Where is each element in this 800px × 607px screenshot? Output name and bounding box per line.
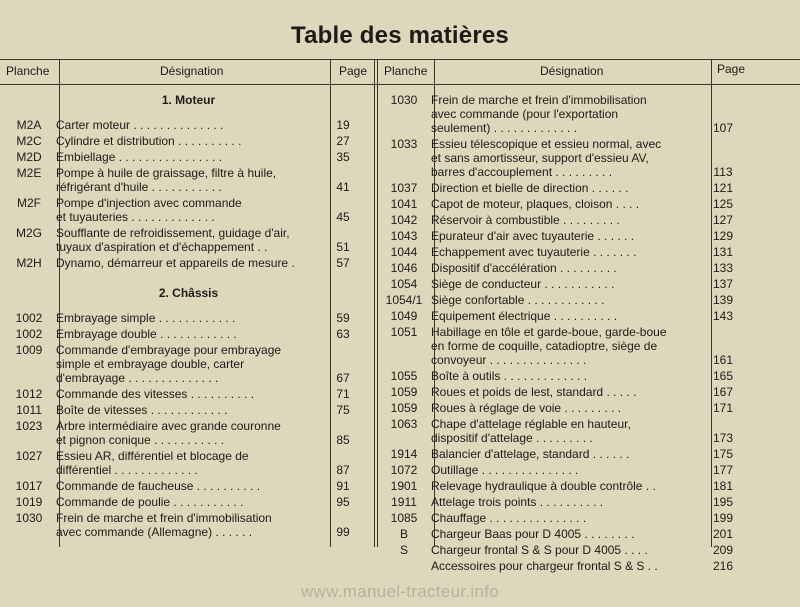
entry-designation: Balancier d'attelage, standard . . . . . . bbox=[431, 447, 630, 461]
entry-planche: S bbox=[399, 543, 408, 557]
entry-page: 133 bbox=[712, 261, 734, 275]
header-bottom-rule bbox=[0, 84, 800, 85]
toc-entry bbox=[377, 213, 745, 227]
entry-designation: Siège de conducteur . . . . . . . . . . . bbox=[431, 277, 615, 291]
entry-designation: Carter moteur . . . . . . . . . . . . . . bbox=[56, 118, 224, 132]
toc-entry bbox=[377, 385, 745, 399]
toc-entry bbox=[377, 137, 745, 179]
entry-page: 71 bbox=[336, 387, 350, 401]
toc-entry bbox=[377, 93, 745, 135]
entry-page: 35 bbox=[336, 150, 350, 164]
entry-designation: Relevage hydraulique à double contrôle . . bbox=[431, 479, 656, 493]
entry-designation: Siège confortable . . . . . . . . . . . . bbox=[431, 293, 605, 307]
entry-page bbox=[701, 339, 745, 353]
entry-page: 19 bbox=[336, 118, 350, 132]
entry-planche: 1046 bbox=[390, 261, 418, 275]
entry-designation: Frein de marche et frein d'immobilisation bbox=[56, 511, 272, 525]
toc-entry bbox=[377, 559, 745, 573]
toc-entry bbox=[2, 226, 365, 254]
toc-entry bbox=[377, 417, 745, 445]
entry-planche bbox=[377, 165, 431, 179]
entry-designation: en forme de coquille, catadioptre, siège de bbox=[431, 339, 658, 353]
entry-page: 95 bbox=[336, 495, 350, 509]
entry-planche: M2E bbox=[16, 166, 42, 180]
header-designation-left: Désignation bbox=[160, 64, 224, 78]
column-divider bbox=[374, 59, 375, 547]
toc-entry bbox=[377, 463, 745, 477]
entry-planche: 1019 bbox=[15, 495, 43, 509]
toc-entry bbox=[2, 118, 365, 132]
entry-planche bbox=[377, 559, 431, 573]
entry-designation: Réservoir à combustible . . . . . . . . . bbox=[431, 213, 620, 227]
entry-page bbox=[701, 325, 745, 339]
entry-designation: Cylindre et distribution . . . . . . . . . . bbox=[56, 134, 242, 148]
toc-entry bbox=[2, 327, 365, 341]
entry-designation: Arbre intermédiaire avec grande couronne bbox=[56, 419, 281, 433]
section-heading bbox=[2, 286, 321, 300]
entry-page: 167 bbox=[712, 385, 734, 399]
entry-page bbox=[321, 343, 365, 357]
entry-designation: d'embrayage . . . . . . . . . . . . . . bbox=[56, 371, 219, 385]
header-planche-left: Planche bbox=[6, 64, 50, 78]
entry-planche: 1059 bbox=[390, 401, 418, 415]
entry-planche: 1051 bbox=[390, 325, 418, 339]
entry-planche: 1049 bbox=[390, 309, 418, 323]
entry-page: 41 bbox=[336, 180, 350, 194]
entry-designation: Commande des vitesses . . . . . . . . . . bbox=[56, 387, 255, 401]
entry-planche: M2G bbox=[15, 226, 42, 240]
toc-entry bbox=[2, 419, 365, 447]
entry-page: 139 bbox=[712, 293, 734, 307]
toc-entry bbox=[2, 387, 365, 401]
entry-planche: 1055 bbox=[390, 369, 418, 383]
entry-designation: Essieu AR, différentiel et blocage de bbox=[56, 449, 249, 463]
entry-designation: réfrigérant d'huile . . . . . . . . . . . bbox=[56, 180, 222, 194]
entry-planche: 1043 bbox=[390, 229, 418, 243]
entry-planche: M2C bbox=[16, 134, 42, 148]
entry-page bbox=[701, 417, 745, 431]
entry-designation: tuyaux d'aspiration et d'échappement . . bbox=[56, 240, 268, 254]
entry-page: 51 bbox=[336, 240, 350, 254]
entry-planche: 1030 bbox=[390, 93, 418, 107]
entry-planche bbox=[2, 210, 56, 224]
toc-entry bbox=[377, 447, 745, 461]
entry-page bbox=[321, 226, 365, 240]
entry-page bbox=[321, 357, 365, 371]
entry-designation: Dynamo, démarreur et appareils de mesure . bbox=[56, 256, 295, 270]
entry-planche bbox=[2, 180, 56, 194]
toc-entry bbox=[2, 449, 365, 477]
header-page-right: Page bbox=[717, 62, 746, 76]
entry-designation: Commande d'embrayage pour embrayage bbox=[56, 343, 282, 357]
page-title: Table des matières bbox=[291, 22, 509, 49]
entry-designation: seulement) . . . . . . . . . . . . . bbox=[431, 121, 578, 135]
entry-page: 57 bbox=[336, 256, 350, 270]
entry-planche: M2F bbox=[17, 196, 41, 210]
entry-page: 131 bbox=[712, 245, 734, 259]
entry-designation: Habillage en tôle et garde-boue, garde-boue bbox=[431, 325, 667, 339]
header-planche-right: Planche bbox=[384, 64, 428, 78]
entry-page bbox=[321, 196, 365, 210]
watermark: www.manuel-tracteur.info bbox=[300, 582, 500, 601]
entry-planche bbox=[2, 433, 56, 447]
entry-designation: Capot de moteur, plaques, cloison . . . . bbox=[431, 197, 640, 211]
entry-designation: Pompe d'injection avec commande bbox=[56, 196, 242, 210]
toc-entry bbox=[377, 277, 745, 291]
entry-page: 216 bbox=[712, 559, 734, 573]
toc-entry bbox=[377, 369, 745, 383]
entry-page: 209 bbox=[712, 543, 734, 557]
entry-planche: B bbox=[399, 527, 408, 541]
entry-designation: Epurateur d'air avec tuyauterie . . . . . . bbox=[431, 229, 635, 243]
toc-entry bbox=[377, 181, 745, 195]
entry-page: 59 bbox=[336, 311, 350, 325]
entry-planche: 1085 bbox=[390, 511, 418, 525]
entry-page: 181 bbox=[712, 479, 734, 493]
entry-planche: 1002 bbox=[15, 311, 43, 325]
entry-planche: 1002 bbox=[15, 327, 43, 341]
entry-planche: 1027 bbox=[15, 449, 43, 463]
toc-entry bbox=[2, 166, 365, 194]
entry-planche bbox=[2, 240, 56, 254]
entry-planche: M2D bbox=[16, 150, 42, 164]
entry-planche bbox=[2, 525, 56, 539]
entry-planche: 1012 bbox=[15, 387, 43, 401]
entry-planche bbox=[2, 371, 56, 385]
entry-page: 113 bbox=[713, 165, 733, 179]
toc-entry bbox=[377, 197, 745, 211]
entry-planche: 1011 bbox=[16, 403, 42, 417]
entry-designation: et tuyauteries . . . . . . . . . . . . . bbox=[56, 210, 215, 224]
entry-designation: Pompe à huile de graissage, filtre à huile, bbox=[56, 166, 277, 180]
entry-page: 127 bbox=[712, 213, 734, 227]
entry-planche: 1042 bbox=[390, 213, 418, 227]
entry-page bbox=[321, 449, 365, 463]
entry-planche: 1054 bbox=[390, 277, 418, 291]
toc-entry bbox=[377, 229, 745, 243]
toc-entry bbox=[377, 511, 745, 525]
toc-entry bbox=[377, 309, 745, 323]
entry-page: 165 bbox=[712, 369, 734, 383]
entry-designation: et sans amortisseur, support d'essieu AV, bbox=[431, 151, 649, 165]
entry-designation: et pignon conique . . . . . . . . . . . bbox=[56, 433, 225, 447]
entry-page: 171 bbox=[712, 401, 734, 415]
entry-designation: Commande de faucheuse . . . . . . . . . . bbox=[56, 479, 261, 493]
entry-designation: convoyeur . . . . . . . . . . . . . . . bbox=[431, 353, 587, 367]
entry-page: 107 bbox=[712, 121, 734, 135]
entry-designation: Essieu télescopique et essieu normal, avec bbox=[431, 137, 662, 151]
header-page-left: Page bbox=[339, 64, 368, 78]
entry-planche: 1059 bbox=[390, 385, 418, 399]
toc-entry bbox=[377, 495, 745, 509]
entry-planche bbox=[377, 353, 431, 367]
entry-designation: Chape d'attelage réglable en hauteur, bbox=[431, 417, 631, 431]
entry-page: 125 bbox=[712, 197, 734, 211]
entry-planche: M2H bbox=[16, 256, 42, 270]
entry-page: 161 bbox=[712, 353, 734, 367]
entry-page: 87 bbox=[336, 463, 350, 477]
entry-page: 45 bbox=[336, 210, 350, 224]
section-title: 1. Moteur bbox=[161, 93, 216, 107]
toc-entry bbox=[2, 150, 365, 164]
entry-designation: Chargeur frontal S & S pour D 4005 . . . . bbox=[431, 543, 648, 557]
toc-entry bbox=[2, 403, 365, 417]
entry-designation: avec commande (pour l'exportation bbox=[431, 107, 619, 121]
entry-planche bbox=[377, 339, 431, 353]
entry-planche: 1033 bbox=[390, 137, 418, 151]
entry-page bbox=[701, 137, 745, 151]
entry-designation: Outillage . . . . . . . . . . . . . . . bbox=[431, 463, 579, 477]
entry-planche: 1901 bbox=[390, 479, 418, 493]
entry-designation: Equipement électrique . . . . . . . . . . bbox=[431, 309, 618, 323]
toc-entry bbox=[2, 511, 365, 539]
entry-planche: 1072 bbox=[390, 463, 418, 477]
entry-designation: Roues à réglage de voie . . . . . . . . . bbox=[431, 401, 622, 415]
entry-designation: Frein de marche et frein d'immobilisation bbox=[431, 93, 647, 107]
entry-planche: 1009 bbox=[15, 343, 43, 357]
entry-designation: Dispositif d'accélération . . . . . . . . . bbox=[431, 261, 617, 275]
toc-entry bbox=[2, 134, 365, 148]
entry-planche: 1030 bbox=[15, 511, 43, 525]
toc-entry bbox=[2, 311, 365, 325]
entry-page: 91 bbox=[336, 479, 350, 493]
entry-page: 199 bbox=[712, 511, 734, 525]
entry-planche: 1037 bbox=[390, 181, 418, 195]
entry-designation: Chauffage . . . . . . . . . . . . . . . bbox=[431, 511, 587, 525]
entry-designation: dispositif d'attelage . . . . . . . . . bbox=[431, 431, 593, 445]
toc-entry bbox=[377, 245, 745, 259]
header-top-rule bbox=[0, 59, 800, 60]
entry-page bbox=[321, 166, 365, 180]
entry-planche bbox=[377, 151, 431, 165]
entry-designation: Roues et poids de lest, standard . . . . . bbox=[431, 385, 637, 399]
entry-page bbox=[701, 93, 745, 107]
toc-entry bbox=[377, 401, 745, 415]
entry-planche: 1044 bbox=[390, 245, 418, 259]
entry-page: 177 bbox=[712, 463, 734, 477]
entry-page bbox=[321, 511, 365, 525]
toc-entry bbox=[2, 479, 365, 493]
entry-page: 173 bbox=[712, 431, 734, 445]
entry-page: 129 bbox=[712, 229, 734, 243]
entry-page: 201 bbox=[712, 527, 734, 541]
section-title: 2. Châssis bbox=[158, 286, 219, 300]
toc-entry bbox=[377, 325, 745, 367]
toc-entry bbox=[377, 293, 745, 307]
toc-entry bbox=[377, 479, 745, 493]
toc-entry bbox=[2, 495, 365, 509]
entry-designation: Direction et bielle de direction . . . . . . bbox=[431, 181, 629, 195]
entry-planche: 1911 bbox=[391, 495, 417, 509]
entry-designation: Chargeur Baas pour D 4005 . . . . . . . . bbox=[431, 527, 635, 541]
entry-page: 67 bbox=[336, 371, 350, 385]
toc-entry bbox=[2, 256, 365, 270]
entry-page: 137 bbox=[712, 277, 734, 291]
entry-designation: Commande de poulie . . . . . . . . . . . bbox=[56, 495, 244, 509]
entry-designation: Accessoires pour chargeur frontal S & S . . bbox=[431, 559, 658, 573]
toc-entry bbox=[377, 543, 745, 557]
toc-entry bbox=[2, 343, 365, 385]
entry-planche: 1023 bbox=[15, 419, 43, 433]
entry-planche: 1054/1 bbox=[385, 293, 423, 307]
entry-designation: barres d'accouplement . . . . . . . . . bbox=[431, 165, 613, 179]
entry-page: 143 bbox=[712, 309, 734, 323]
toc-entry bbox=[2, 196, 365, 224]
entry-page: 99 bbox=[336, 525, 350, 539]
entry-planche bbox=[377, 121, 431, 135]
entry-planche bbox=[377, 431, 431, 445]
entry-page bbox=[321, 419, 365, 433]
entry-page: 195 bbox=[712, 495, 734, 509]
entry-designation: Echappement avec tuyauterie . . . . . . . bbox=[431, 245, 637, 259]
entry-page: 63 bbox=[336, 327, 350, 341]
entry-planche bbox=[377, 107, 431, 121]
entry-planche: 1017 bbox=[15, 479, 43, 493]
entry-designation: simple et embrayage double, carter bbox=[56, 357, 245, 371]
entry-planche bbox=[2, 357, 56, 371]
entry-planche: 1914 bbox=[390, 447, 418, 461]
section-heading bbox=[2, 93, 321, 107]
entry-page: 175 bbox=[712, 447, 734, 461]
entry-designation: Boîte à outils . . . . . . . . . . . . . bbox=[431, 369, 588, 383]
header-designation-right: Désignation bbox=[540, 64, 604, 78]
entry-planche: M2A bbox=[16, 118, 42, 132]
entry-designation: Attelage trois points . . . . . . . . . . bbox=[431, 495, 604, 509]
entry-planche bbox=[2, 463, 56, 477]
entry-page: 85 bbox=[336, 433, 350, 447]
entry-designation: différentiel . . . . . . . . . . . . . bbox=[56, 463, 198, 477]
entry-designation: Embrayage double . . . . . . . . . . . . bbox=[56, 327, 237, 341]
entry-designation: Soufflante de refroidissement, guidage d'air, bbox=[56, 226, 290, 240]
entry-designation: Embiellage . . . . . . . . . . . . . . . . bbox=[56, 150, 223, 164]
entry-designation: avec commande (Allemagne) . . . . . . bbox=[56, 525, 253, 539]
entry-designation: Boîte de vitesses . . . . . . . . . . . . bbox=[56, 403, 228, 417]
entry-page bbox=[701, 151, 745, 165]
entry-planche: 1041 bbox=[390, 197, 418, 211]
entry-page bbox=[701, 107, 745, 121]
entry-planche: 1063 bbox=[390, 417, 418, 431]
toc-entry bbox=[377, 527, 745, 541]
entry-page: 121 bbox=[712, 181, 734, 195]
toc-entry bbox=[377, 261, 745, 275]
entry-designation: Embrayage simple . . . . . . . . . . . . bbox=[56, 311, 236, 325]
entry-page: 75 bbox=[336, 403, 350, 417]
entry-page: 27 bbox=[336, 134, 350, 148]
